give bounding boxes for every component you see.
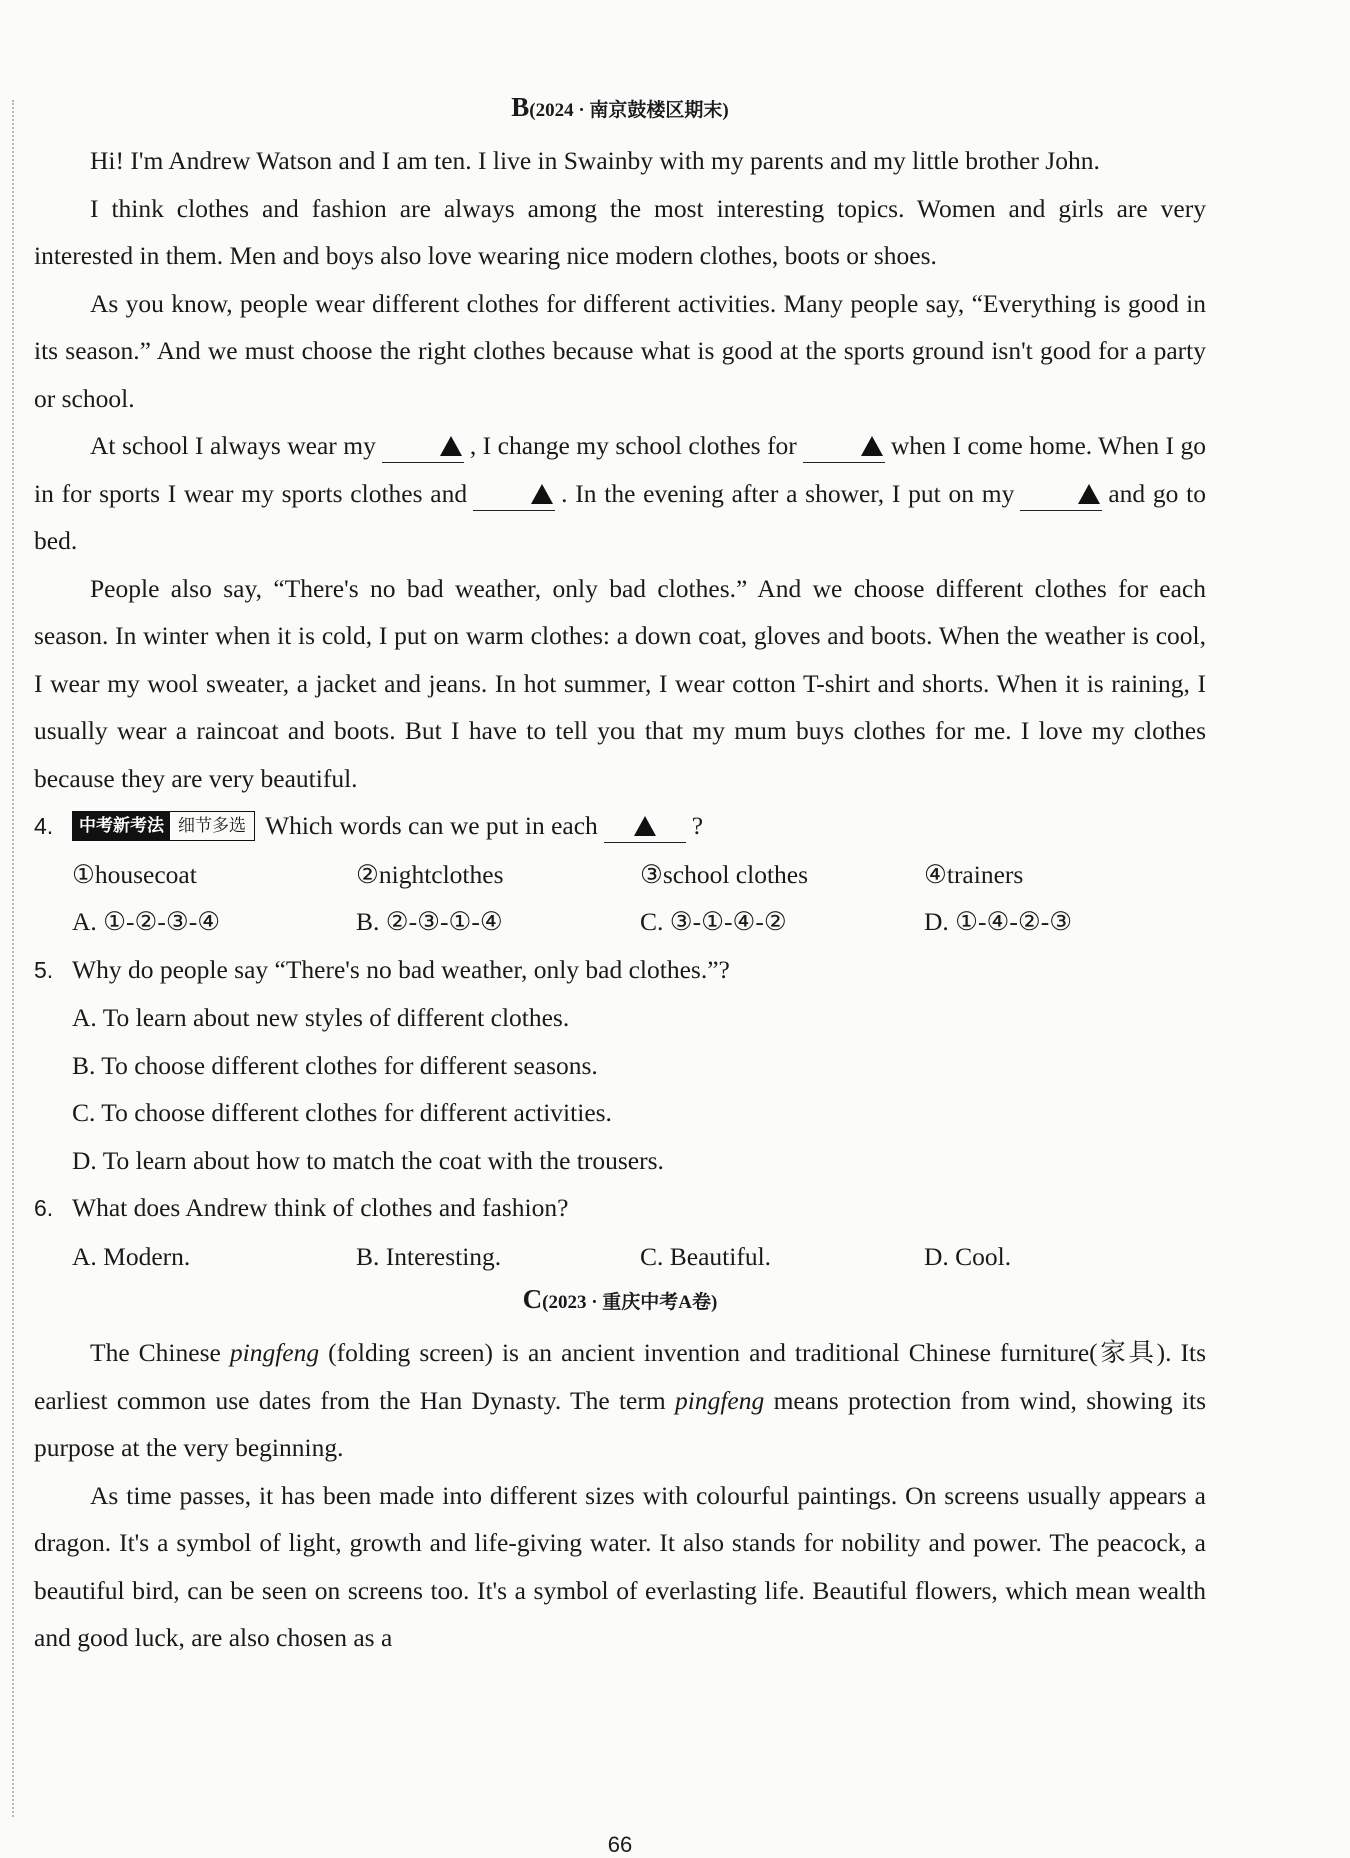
triangle-icon: [531, 484, 553, 504]
choice-d[interactable]: D. Cool.: [924, 1241, 1012, 1271]
question-6: 6. What does Andrew think of clothes and fashion?: [34, 1193, 569, 1222]
page-number: 66: [607, 1832, 633, 1857]
blank-4: [1020, 482, 1102, 511]
choice-a[interactable]: A. ①-②-③-④: [72, 907, 221, 936]
choice-b[interactable]: B. ②-③-①-④: [356, 907, 503, 936]
section-c-title: C(2023 · 重庆中考A卷): [522, 1284, 718, 1314]
question-4-choices: [34, 898, 1206, 946]
passage-b-paragraph-4: At school I always wear my , I change my school clothes for when I come home. When I go in for sports I wear my sports clothes and . In the evening after a shower, I put on my and go to bed.: [34, 431, 1206, 555]
choice-a[interactable]: A. Modern.: [72, 1241, 191, 1271]
passage-b-paragraph-1: Hi! I'm Andrew Watson and I am ten. I live in Swainby with my parents and my little brother John.: [90, 146, 1100, 175]
item-3: ③school clothes: [640, 859, 809, 889]
question-4: 4. 中考新考法 细节多选 Which words can we put in each ?: [34, 802, 1206, 851]
triangle-icon: [861, 436, 883, 456]
passage-b-paragraph-3: As you know, people wear different clothes for different activities. Many people say, “Everything is good in its season.” And we must choose the right clothes because what is good at the sports ground isn't good for a party or school.: [34, 288, 1206, 413]
question-5: 5. Why do people say “There's no bad weather, only bad clothes.”?: [34, 954, 730, 984]
passage-c-paragraph-1: The Chinese pingfeng (folding screen) is an ancient invention and traditional Chinese furniture(家具). Its earliest common use dates from the Han Dynasty. The term pingfeng means protection from wind, showing its purpose at the very beginning.: [34, 1338, 1207, 1462]
question-4-items: [34, 851, 1206, 899]
choice-d[interactable]: D. To learn about how to match the coat with the trousers.: [72, 1145, 664, 1175]
choice-b[interactable]: B. To choose different clothes for different seasons.: [72, 1050, 598, 1080]
choice-c[interactable]: C. ③-①-④-②: [640, 907, 787, 936]
item-4: ④trainers: [924, 859, 1024, 889]
choice-a[interactable]: A. To learn about new styles of different clothes.: [72, 1003, 570, 1032]
blank-3: [473, 482, 555, 511]
question-4-blank: [604, 814, 686, 843]
section-b-title: B(2024 · 南京鼓楼区期末): [511, 92, 729, 122]
exam-tag-badge: 中考新考法 细节多选: [72, 811, 255, 841]
passage-b-paragraph-5: People also say, “There's no bad weather, only bad clothes.” And we choose different clothes for each season. In winter when it is cold, I put on warm clothes: a down coat, gloves and boots. When the weather is cool, I wear my wool sweater, a jacket and jeans. In hot summer, I wear cotton T-shirt and shorts. When it is raining, I usually wear a raincoat and boots. But I have to tell you that my mum buys clothes for me. I love my clothes because they are very beautiful.: [34, 573, 1206, 793]
passage-b-paragraph-2: I think clothes and fashion are always among the most interesting topics. Women and girls are very interested in them. Men and boys also love wearing nice modern clothes, boots or shoes.: [34, 193, 1206, 270]
triangle-icon: [634, 816, 656, 836]
triangle-icon: [440, 436, 462, 456]
choice-d[interactable]: D. ①-④-②-③: [924, 907, 1073, 936]
binding-margin-line: [12, 100, 14, 1817]
choice-c[interactable]: C. To choose different clothes for different activities.: [72, 1098, 612, 1127]
choice-b[interactable]: B. Interesting.: [356, 1241, 502, 1271]
choice-c[interactable]: C. Beautiful.: [640, 1241, 772, 1271]
page-content: [34, 92, 1206, 1662]
blank-2: [803, 434, 885, 463]
question-6-choices: [34, 1233, 1206, 1281]
triangle-icon: [1078, 484, 1100, 504]
item-1: ①housecoat: [72, 859, 197, 889]
item-2: ②nightclothes: [356, 859, 504, 889]
blank-1: [382, 434, 464, 463]
passage-c-paragraph-2: As time passes, it has been made into different sizes with colourful paintings. On screens usually appears a dragon. It's a symbol of light, growth and life-giving water. It also stands for nobility and power. The peacock, a beautiful bird, can be seen on screens too. It's a symbol of everlasting life. Beautiful flowers, which mean wealth and good luck, are also chosen as a: [34, 1480, 1206, 1652]
